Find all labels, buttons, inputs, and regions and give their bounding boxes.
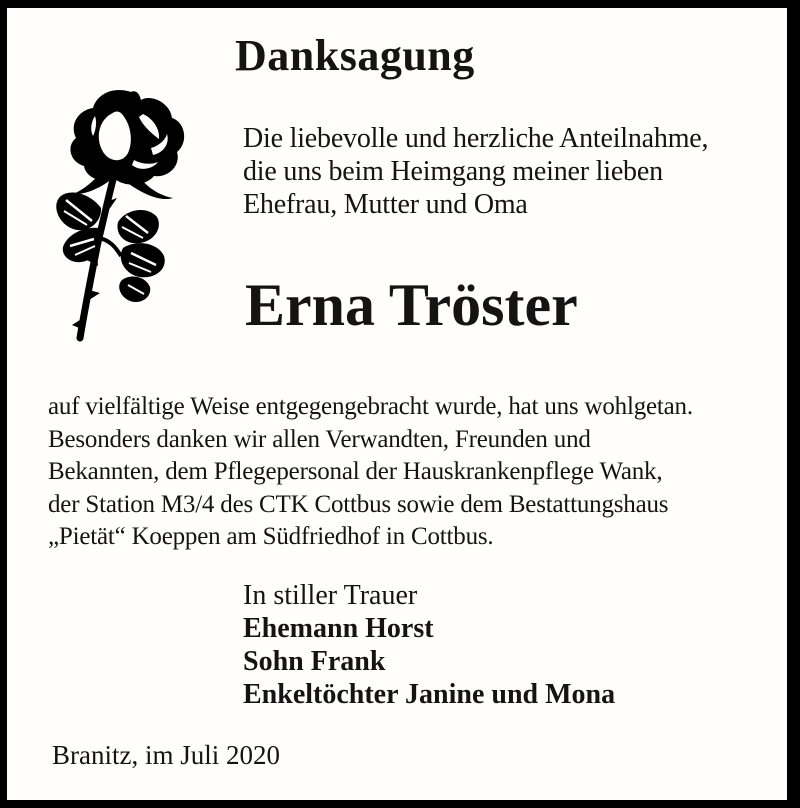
rose-thorn — [89, 290, 100, 300]
notice-title: Danksagung — [235, 31, 475, 80]
place-date: Branitz, im Juli 2020 — [52, 740, 280, 770]
thanks-line: „Pietät“ Koeppen am Südfriedhof in Cottbus. — [48, 523, 494, 550]
rose-leaf — [121, 243, 165, 277]
intro-line: Die liebevolle und herzliche Anteilnahme, — [243, 123, 709, 154]
rose-thorn — [72, 318, 84, 330]
intro-line: die uns beim Heimgang meiner lieben — [243, 156, 663, 187]
thanks-line: der Station M3/4 des CTK Cottbus sowie dem Bestattungshaus — [48, 490, 669, 518]
thanks-line: auf vielfältige Weise entgegengebracht wurde, hat uns wohlgetan. — [48, 393, 693, 420]
mourning-block — [243, 579, 615, 711]
mourner-line: Sohn Frank — [243, 646, 386, 677]
intro-line: Ehefrau, Mutter und Oma — [243, 189, 528, 220]
rose-icon — [51, 86, 203, 358]
mourner-line: Enkeltöchter Janine und Mona — [243, 679, 616, 710]
rose-branch — [99, 238, 121, 256]
mourning-intro: In stiller Trauer — [243, 580, 418, 611]
thanks-line: Bekannten, dem Pflegepersonal der Hauskrankenpflege Wank, — [48, 458, 663, 485]
thanks-paragraph — [48, 391, 693, 554]
obituary-card — [7, 8, 787, 800]
mourner-line: Ehemann Horst — [243, 613, 434, 644]
intro-paragraph — [243, 122, 708, 221]
thanks-line: Besonders danken wir allen Verwandten, Freunden und — [48, 425, 591, 453]
deceased-name: Erna Tröster — [245, 272, 578, 338]
